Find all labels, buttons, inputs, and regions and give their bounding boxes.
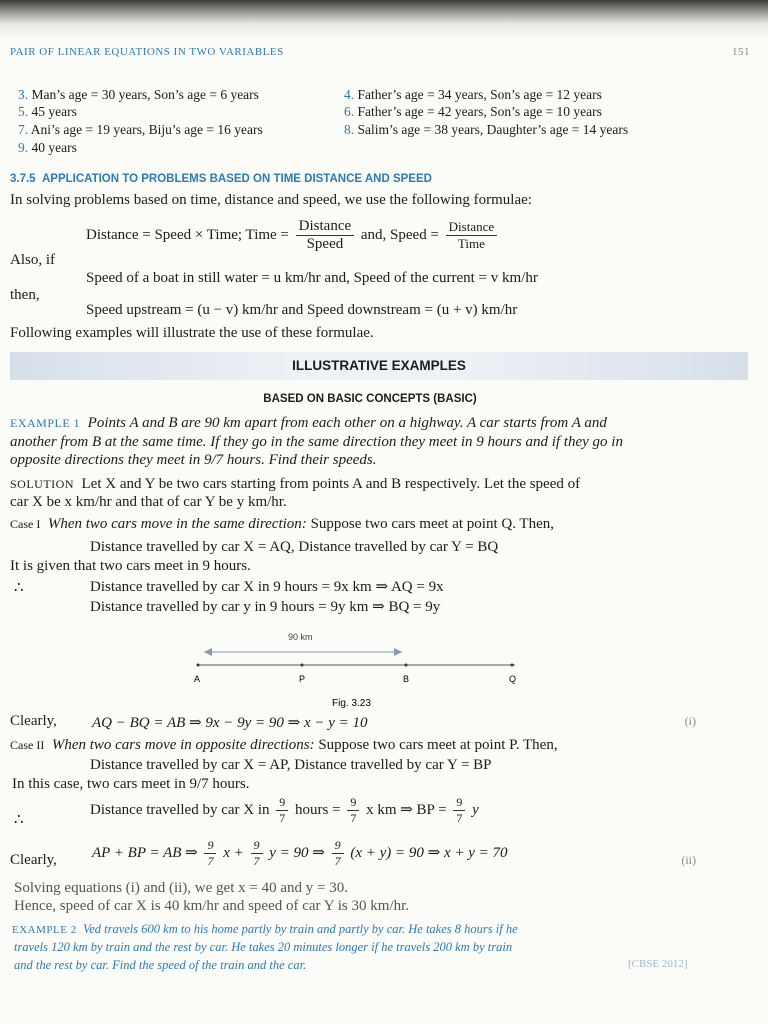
arrow-left — [204, 648, 212, 656]
case1-line-x: Distance travelled by car X in 9 hours = 9x km ⇒ AQ = 9x — [90, 579, 444, 595]
section-heading: 3.7.5 APPLICATION TO PROBLEMS BASED ON TIME DISTANCE AND SPEED — [10, 173, 432, 185]
page-shadow — [0, 0, 768, 40]
basic-concepts-subheading: BASED ON BASIC CONCEPTS (BASIC) — [263, 393, 477, 405]
boat-speed-line: Speed of a boat in still water = u km/hr and, Speed of the current = v km/hr — [86, 270, 538, 286]
example1-line1: EXAMPLE 1 Points A and B are 90 km apart from each other on a highway. A car starts from A and — [10, 415, 607, 431]
answer-7: 7. Ani’s age = 19 years, Biju’s age = 16 years — [18, 122, 263, 137]
answer-4: 4. Father’s age = 34 years, Son’s age = 12 years — [344, 87, 602, 102]
answer-8: 8. Salim’s age = 38 years, Daughter’s age = 14 years — [344, 122, 629, 137]
example2-tag: [CBSE 2012] — [628, 958, 688, 970]
answer-5: 5. 45 years — [18, 104, 77, 119]
therefore-symbol-1: ∴ — [14, 580, 24, 596]
clearly2-equation: AP + BP = AB ⇒ $\frac{9}{7}$ x + $\frac{9}{7}$ y = 90 ⇒ $\frac{9}{7}$ (x + y) = 90 ⇒ x + y = 70 — [92, 838, 508, 868]
intro-text: In solving problems based on time, distance and speed, we use the following formulae: — [10, 192, 532, 208]
case2-line: Case II When two cars move in opposite directions: Suppose two cars meet at point P. Then, — [10, 737, 558, 753]
case2-this-case: In this case, two cars meet in 9/7 hours. — [12, 776, 250, 792]
answer-6: 6. Father’s age = 42 years, Son’s age = 10 years — [344, 104, 602, 119]
case2-distance-line: Distance travelled by car X = AP, Distance travelled by car Y = BP — [90, 757, 492, 773]
clearly2-label: Clearly, — [10, 852, 57, 868]
case1-label: Case I — [10, 517, 41, 531]
example2-label: EXAMPLE 2 — [12, 924, 77, 936]
banner-title: ILLUSTRATIVE EXAMPLES — [292, 358, 466, 373]
point-a — [197, 664, 200, 667]
running-header — [10, 46, 750, 66]
equation-number-ii: (ii) — [681, 853, 696, 867]
case1-line: Case I When two cars move in the same direction: Suppose two cars meet at point Q. Then, — [10, 516, 554, 532]
case2-label: Case II — [10, 738, 45, 752]
solution-label: SOLUTION — [10, 477, 74, 491]
solution-line2: car X be x km/hr and that of car Y be y km/hr. — [10, 494, 287, 510]
example2-line3: and the rest by car. Find the speed of the train and the car. — [14, 958, 307, 972]
figure-caption: Fig. 3.23 — [332, 698, 371, 709]
label-a: A — [194, 674, 201, 684]
following-text: Following examples will illustrate the use of these formulae. — [10, 325, 374, 341]
point-p — [301, 664, 304, 667]
label-b: B — [403, 674, 410, 684]
then-label: then, — [10, 287, 40, 303]
example1-label: EXAMPLE 1 — [10, 416, 81, 430]
solving-line: Solving equations (i) and (ii), we get x = 40 and y = 30. — [14, 880, 348, 896]
case2-distance-x: Distance travelled by car X in $\frac{9}{7}$ hours = $\frac{9}{7}$ x km ⇒ BP = $\frac{9}{7}$ y — [90, 795, 479, 825]
illustrative-banner — [10, 352, 748, 380]
example1-line2: another from B at the same time. If they go in the same direction they meet in 9 hours and if they go in — [10, 434, 623, 450]
chapter-title: PAIR OF LINEAR EQUATIONS IN TWO VARIABLES — [10, 46, 284, 58]
answer-3: 3. Man’s age = 30 years, Son’s age = 6 years — [18, 87, 259, 102]
also-if: Also, if — [10, 252, 55, 268]
arrow-right — [394, 648, 402, 656]
hence-line: Hence, speed of car X is 40 km/hr and speed of car Y is 30 km/hr. — [14, 898, 410, 914]
equation-number-i: (i) — [684, 714, 696, 728]
distance-figure — [180, 630, 540, 710]
case1-distance-line: Distance travelled by car X = AQ, Distance travelled by car Y = BQ — [90, 539, 499, 555]
clearly1-label: Clearly, — [10, 713, 57, 729]
example2-line2: travels 120 km by train and the rest by car. He takes 20 minutes longer if he travels 200 km by train — [14, 940, 513, 954]
answer-9: 9. 40 years — [18, 140, 77, 155]
solution-line1: SOLUTION Let X and Y be two cars starting from points A and B respectively. Let the speed of — [10, 476, 581, 492]
example1-line3: opposite directions they meet in 9/7 hours. Find their speeds. — [10, 452, 377, 468]
case1-line-y: Distance travelled by car y in 9 hours = 9y km ⇒ BQ = 9y — [90, 599, 441, 615]
clearly1-equation: AQ − BQ = AB ⇒ 9x − 9y = 90 ⇒ x − y = 10 — [92, 715, 368, 731]
distance-label: 90 km — [288, 632, 313, 642]
point-q — [511, 664, 514, 667]
label-q: Q — [509, 674, 517, 684]
therefore-symbol-2: ∴ — [14, 812, 24, 828]
example2-line1: EXAMPLE 2 Ved travels 600 km to his home partly by train and partly by car. He takes 8 hours if he — [12, 922, 518, 936]
case1-given: It is given that two cars meet in 9 hours. — [10, 558, 251, 574]
point-b — [405, 664, 408, 667]
formula-line: Distance = Speed × Time; Time = $\frac{\text{Distance}}{\text{Speed}}$ and, Speed = $\frac{\text{Distance}}{\text{Time}}$ — [86, 218, 500, 253]
label-p: P — [299, 674, 306, 684]
upstream-line: Speed upstream = (u − v) km/hr and Speed downstream = (u + v) km/hr — [86, 302, 518, 318]
page-number: 151 — [732, 46, 750, 58]
